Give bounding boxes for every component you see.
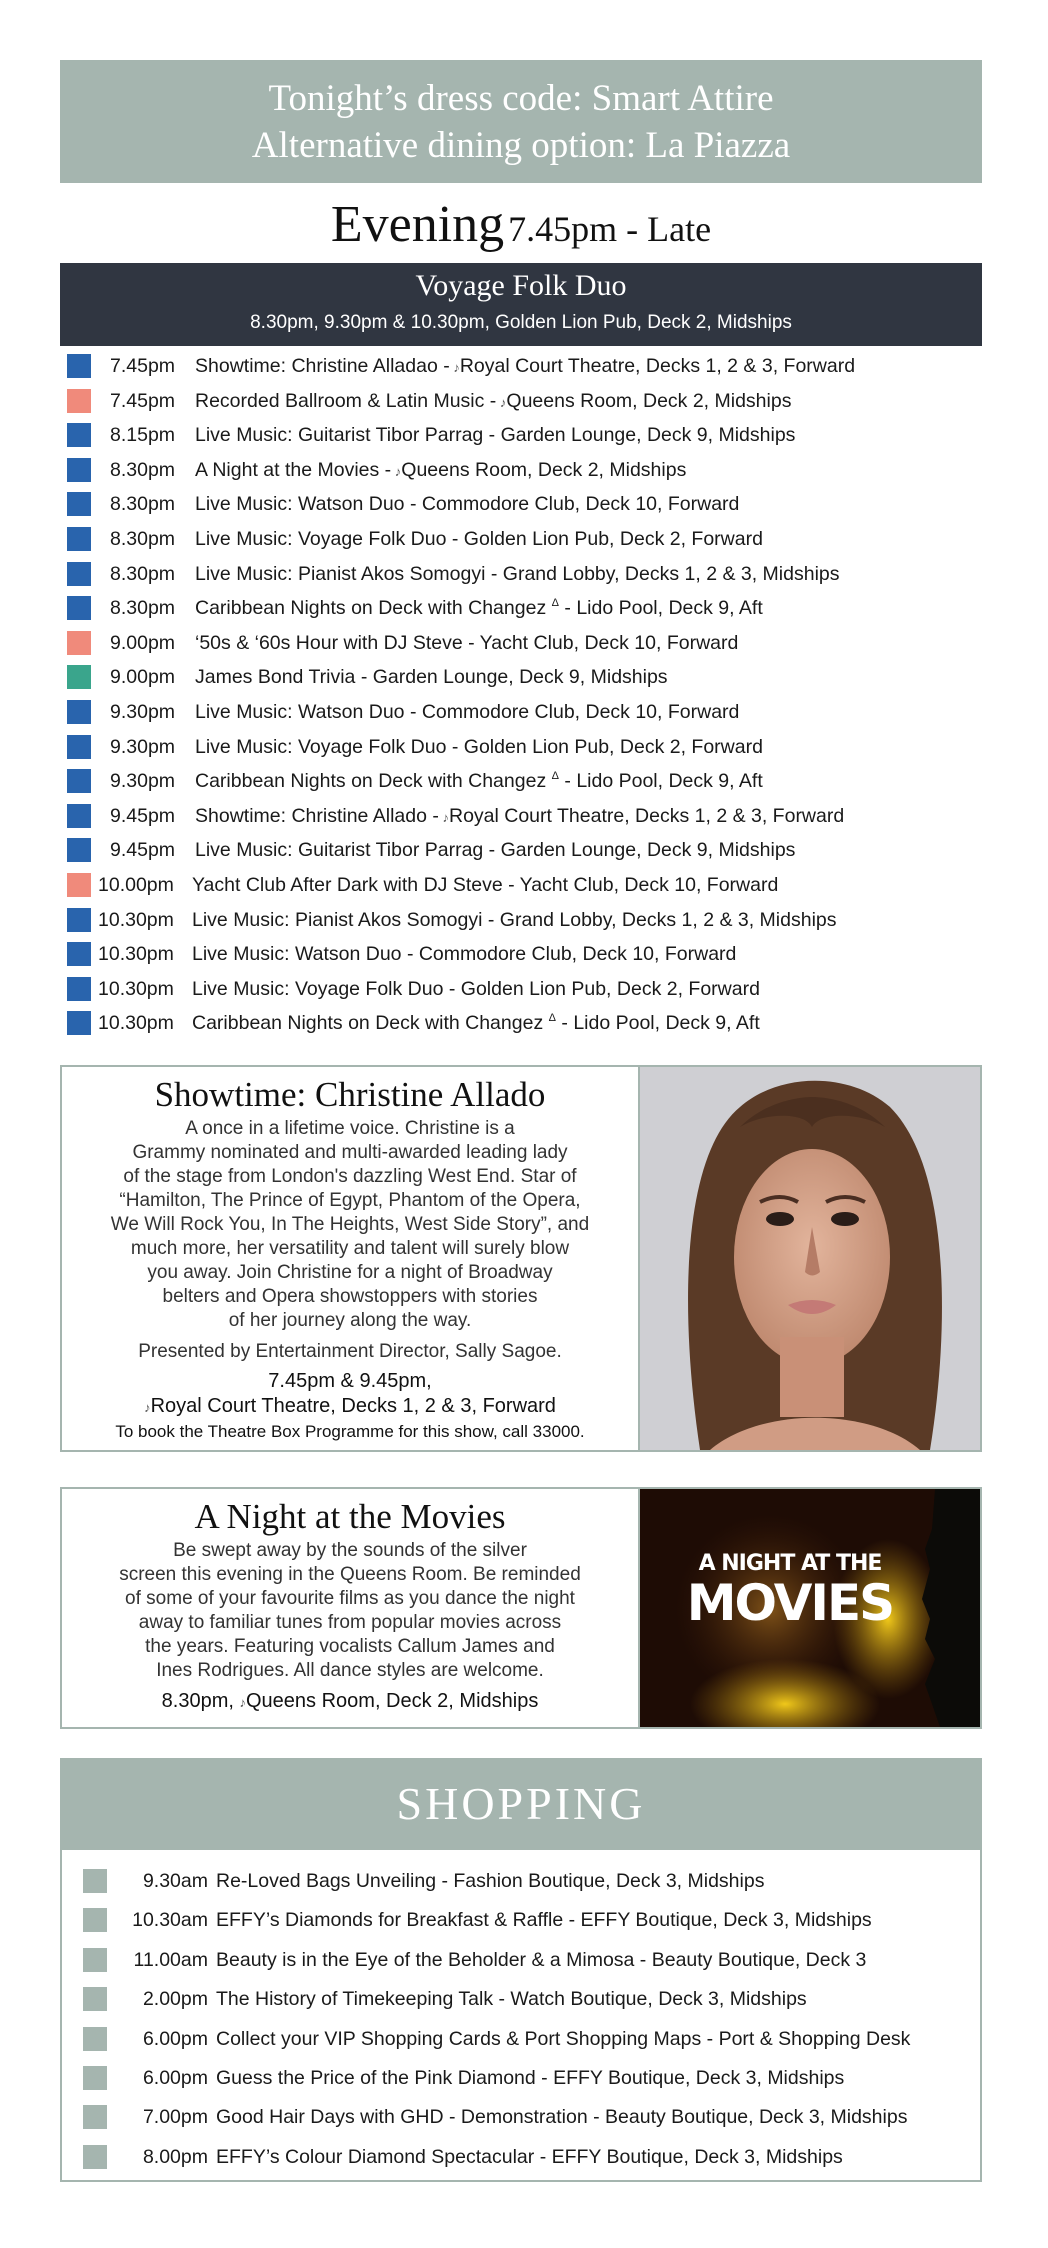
description-line: belters and Opera showstoppers with stories — [162, 1286, 538, 1307]
event-title: Caribbean Nights on Deck with Changez — [195, 770, 547, 793]
shopping-event-description: Guess the Price of the Pink Diamond - EFFY Boutique, Deck 3, Midships — [216, 2066, 845, 2089]
shopping-event-time: 10.30am — [132, 1909, 208, 1932]
event-title: Live Music: Voyage Folk Duo - Golden Lion Pub, Deck 2, Forward — [195, 527, 763, 550]
movies-card-text — [62, 1489, 640, 1727]
featured-event-title: Voyage Folk Duo — [415, 269, 627, 302]
event-description — [195, 632, 738, 655]
event-description — [195, 563, 840, 586]
event-time: 10.30pm — [98, 1012, 174, 1035]
shopping-event-time: 6.00pm — [142, 2066, 208, 2089]
section-title-evening — [60, 192, 982, 258]
evening-time-range: 7.45pm - Late — [508, 209, 712, 249]
event-title: Live Music: Watson Duo - Commodore Club, Deck 10, Forward — [195, 700, 740, 723]
showtime-times: 7.45pm & 9.45pm, — [268, 1370, 432, 1392]
event-time: 8.30pm — [110, 527, 176, 550]
event-title: Recorded Ballroom & Latin Music - — [195, 389, 497, 412]
category-color-square — [67, 665, 91, 689]
christine-allado-photo — [640, 1067, 980, 1450]
theatre-mask-icon: ♪ — [496, 394, 507, 410]
category-color-square — [67, 769, 91, 793]
event-description — [195, 493, 739, 516]
event-time: 9.45pm — [110, 804, 176, 827]
category-color-square — [67, 942, 91, 966]
event-venue: - Lido Pool, Deck 9, Aft — [564, 770, 763, 793]
description-line: much more, her versatility and talent will surely blow — [130, 1238, 570, 1259]
delta-symbol-icon: Δ — [551, 770, 559, 783]
event-venue: Queens Room, Deck 2, Midships — [506, 389, 792, 412]
event-time: 10.30pm — [98, 977, 174, 1000]
shopping-event-row — [62, 1862, 980, 1901]
event-venue: Queens Room, Deck 2, Midships — [401, 458, 687, 481]
shopping-event-time: 7.00pm — [142, 2106, 208, 2129]
evening-event-row — [60, 832, 982, 867]
category-color-square — [67, 735, 91, 759]
showtime-card-title: Showtime: Christine Allado — [154, 1075, 546, 1114]
event-description — [195, 528, 763, 551]
event-description — [195, 770, 763, 793]
event-title: Live Music: Watson Duo - Commodore Club, Deck 10, Forward — [195, 493, 740, 516]
showtime-card-text — [62, 1067, 640, 1450]
showtime-venue-line — [62, 1394, 638, 1420]
evening-event-row — [60, 936, 982, 971]
event-description — [195, 355, 855, 378]
event-description — [192, 874, 778, 897]
event-description — [192, 1012, 760, 1035]
shopping-event-list — [62, 1862, 980, 2177]
event-time: 9.30pm — [110, 735, 176, 758]
featured-event-details: 8.30pm, 9.30pm & 10.30pm, Golden Lion Pub, Deck 2, Midships — [250, 312, 792, 333]
event-time: 9.00pm — [110, 631, 176, 654]
dress-code-text: Tonight’s dress code: Smart Attire — [268, 77, 774, 119]
showtime-presented-by: Presented by Entertainment Director, Sally Sagoe. — [138, 1341, 562, 1362]
evening-event-row — [60, 902, 982, 937]
category-color-square — [67, 873, 91, 897]
event-title: Live Music: Pianist Akos Somogyi - Grand Lobby, Decks 1, 2 & 3, Midships — [192, 908, 837, 931]
event-title: Caribbean Nights on Deck with Changez — [192, 1012, 544, 1035]
shopping-event-row — [62, 1901, 980, 1940]
evening-event-row — [60, 625, 982, 660]
portrait-image — [640, 1067, 980, 1450]
showtime-venue: Royal Court Theatre, Decks 1, 2 & 3, Forward — [150, 1395, 556, 1417]
showtime-card — [60, 1065, 982, 1452]
event-time: 8.30pm — [110, 597, 176, 620]
category-color-square — [67, 977, 91, 1001]
event-description — [195, 736, 763, 759]
event-title: Yacht Club After Dark with DJ Steve - Yacht Club, Deck 10, Forward — [192, 873, 779, 896]
shopping-event-row — [62, 2098, 980, 2137]
movies-card-description — [74, 1539, 626, 1683]
evening-event-row — [60, 971, 982, 1006]
category-color-square — [67, 596, 91, 620]
evening-event-row — [60, 1005, 982, 1040]
shopping-event-time: 9.30am — [142, 1870, 208, 1892]
category-color-square — [67, 458, 91, 482]
description-line: you away. Join Christine for a night of Broadway — [147, 1262, 553, 1283]
description-line: Be swept away by the sounds of the silver — [173, 1540, 527, 1561]
event-time: 7.45pm — [110, 389, 176, 412]
event-time: 9.45pm — [110, 839, 176, 862]
movies-poster-image — [640, 1489, 980, 1727]
event-venue: Royal Court Theatre, Decks 1, 2 & 3, Forward — [459, 355, 856, 377]
evening-event-row — [60, 383, 982, 418]
description-line: Ines Rodrigues. All dance styles are welcome. — [156, 1660, 544, 1681]
event-time: 8.30pm — [110, 458, 176, 481]
event-time: 7.45pm — [110, 355, 176, 377]
category-color-square — [67, 562, 91, 586]
evening-event-row — [60, 417, 982, 452]
featured-event-banner — [60, 263, 982, 346]
event-title: ‘50s & ‘60s Hour with DJ Steve - Yacht Club, Deck 10, Forward — [195, 631, 739, 654]
dining-option-text: Alternative dining option: La Piazza — [251, 124, 791, 166]
event-description — [195, 805, 844, 828]
category-color-square — [67, 908, 91, 932]
shopping-event-description: Collect your VIP Shopping Cards & Port Shopping Maps - Port & Shopping Desk — [216, 2027, 911, 2050]
evening-event-list — [60, 348, 982, 1040]
description-line: of her journey along the way. — [228, 1310, 472, 1331]
dress-code-banner — [60, 60, 982, 183]
event-title: A Night at the Movies - — [195, 458, 392, 481]
description-line: Grammy nominated and multi-awarded leading lady — [132, 1142, 568, 1163]
poster-title-line2: MOVIES — [686, 1574, 894, 1632]
category-color-square — [67, 700, 91, 724]
event-title: Caribbean Nights on Deck with Changez — [195, 597, 547, 620]
showtime-booking-info: To book the Theatre Box Programme for this show, call 33000. — [115, 1422, 585, 1441]
evening-event-row — [60, 556, 982, 591]
event-description — [195, 424, 795, 447]
evening-event-row — [60, 452, 982, 487]
category-color-square — [67, 354, 91, 378]
shopping-event-row — [62, 2020, 980, 2059]
poster-title-line1: A NIGHT AT THE — [698, 1551, 882, 1576]
event-description — [195, 701, 739, 724]
movies-card-title: A Night at the Movies — [194, 1497, 506, 1536]
category-color-square — [67, 492, 91, 516]
evening-event-row — [60, 348, 982, 383]
event-time: 10.30pm — [98, 943, 174, 966]
shopping-event-description: EFFY’s Colour Diamond Spectacular - EFFY Boutique, Deck 3, Midships — [216, 2145, 843, 2168]
event-time: 10.00pm — [98, 873, 174, 896]
evening-event-row — [60, 729, 982, 764]
evening-event-row — [60, 763, 982, 798]
event-title: Showtime: Christine Alladao - — [195, 355, 450, 377]
event-description — [195, 666, 668, 689]
evening-label: Evening — [330, 196, 505, 253]
shopping-event-description: Beauty is in the Eye of the Beholder & a Mimosa - Beauty Boutique, Deck 3 — [216, 1948, 867, 1971]
shopping-event-time: 8.00pm — [142, 2145, 208, 2168]
event-time: 8.15pm — [110, 424, 176, 447]
category-color-square — [67, 1011, 91, 1035]
evening-event-row — [60, 694, 982, 729]
category-color-square — [67, 423, 91, 447]
shopping-event-description: EFFY’s Diamonds for Breakfast & Raffle - EFFY Boutique, Deck 3, Midships — [216, 1909, 872, 1932]
shopping-event-time: 11.00am — [133, 1948, 208, 1971]
description-line: of some of your favourite films as you dance the night — [125, 1588, 575, 1609]
event-venue: - Lido Pool, Deck 9, Aft — [561, 1012, 760, 1035]
movies-venue: Queens Room, Deck 2, Midships — [245, 1690, 539, 1712]
category-color-square — [67, 631, 91, 655]
event-venue: - Lido Pool, Deck 9, Aft — [564, 597, 763, 620]
shopping-event-row — [62, 2059, 980, 2098]
description-line: “Hamilton, The Prince of Egypt, Phantom of the Opera, — [119, 1190, 581, 1211]
description-line: A once in a lifetime voice. Christine is a — [185, 1118, 515, 1139]
evening-event-row — [60, 486, 982, 521]
shopping-event-description: Re-Loved Bags Unveiling - Fashion Boutique, Deck 3, Midships — [216, 1870, 765, 1892]
shopping-event-row — [62, 1941, 980, 1980]
shopping-event-row — [62, 2138, 980, 2177]
event-title: Live Music: Voyage Folk Duo - Golden Lion Pub, Deck 2, Forward — [195, 735, 763, 758]
event-title: Live Music: Watson Duo - Commodore Club, Deck 10, Forward — [192, 943, 737, 966]
evening-event-row — [60, 521, 982, 556]
showtime-card-description — [74, 1117, 626, 1333]
event-title: Live Music: Guitarist Tibor Parrag - Garden Lounge, Deck 9, Midships — [195, 424, 796, 447]
event-time: 9.00pm — [110, 666, 176, 689]
event-title: James Bond Trivia - Garden Lounge, Deck 9, Midships — [195, 666, 668, 689]
event-time: 8.30pm — [110, 493, 176, 516]
event-description — [195, 839, 795, 862]
event-time: 9.30pm — [110, 770, 176, 793]
evening-event-row — [60, 798, 982, 833]
theatre-mask-icon: ♪ — [239, 1695, 246, 1710]
event-description — [192, 909, 837, 932]
shopping-title: SHOPPING — [60, 1758, 982, 1850]
event-description — [192, 978, 760, 1001]
shopping-event-time: 2.00pm — [142, 1988, 208, 2011]
description-line: away to familiar tunes from popular movies across — [138, 1612, 562, 1633]
event-title: Showtime: Christine Allado - — [195, 804, 439, 827]
category-color-square — [67, 838, 91, 862]
event-description — [195, 597, 763, 620]
shopping-event-description: Good Hair Days with GHD - Demonstration - Beauty Boutique, Deck 3, Midships — [216, 2106, 908, 2129]
description-line: the years. Featuring vocalists Callum James and — [145, 1636, 555, 1657]
description-line: of the stage from London's dazzling West End. Star of — [123, 1166, 577, 1187]
description-line: We Will Rock You, In The Heights, West Side Story”, and — [110, 1214, 590, 1235]
event-description — [195, 390, 791, 413]
evening-event-row — [60, 590, 982, 625]
theatre-mask-icon: ♪ — [391, 463, 402, 479]
evening-event-row — [60, 659, 982, 694]
event-description — [192, 943, 736, 966]
movies-time-venue — [62, 1689, 638, 1715]
shopping-event-time: 6.00pm — [142, 2027, 208, 2050]
theatre-mask-icon: ♪ — [449, 360, 460, 375]
shopping-event-description: The History of Timekeeping Talk - Watch Boutique, Deck 3, Midships — [216, 1988, 807, 2011]
evening-event-row — [60, 867, 982, 902]
event-title: Live Music: Guitarist Tibor Parrag - Garden Lounge, Deck 9, Midships — [195, 839, 796, 862]
category-color-square — [67, 804, 91, 828]
delta-symbol-icon: Δ — [551, 597, 559, 610]
movies-time: 8.30pm, — [161, 1690, 234, 1712]
event-description — [195, 459, 686, 482]
event-time: 10.30pm — [98, 908, 174, 931]
theatre-mask-icon: ♪ — [144, 1400, 151, 1415]
event-time: 9.30pm — [110, 700, 176, 723]
event-title: Live Music: Pianist Akos Somogyi - Grand Lobby, Decks 1, 2 & 3, Midships — [195, 562, 840, 585]
movies-card — [60, 1487, 982, 1729]
delta-symbol-icon: Δ — [548, 1012, 556, 1025]
category-color-square — [67, 389, 91, 413]
event-time: 8.30pm — [110, 562, 176, 585]
shopping-event-row — [62, 1980, 980, 2019]
description-line: screen this evening in the Queens Room. Be reminded — [119, 1564, 581, 1585]
event-title: Live Music: Voyage Folk Duo - Golden Lion Pub, Deck 2, Forward — [192, 977, 760, 1000]
theatre-mask-icon: ♪ — [438, 809, 449, 825]
category-color-square — [67, 527, 91, 551]
event-venue: Royal Court Theatre, Decks 1, 2 & 3, Forward — [448, 804, 845, 827]
